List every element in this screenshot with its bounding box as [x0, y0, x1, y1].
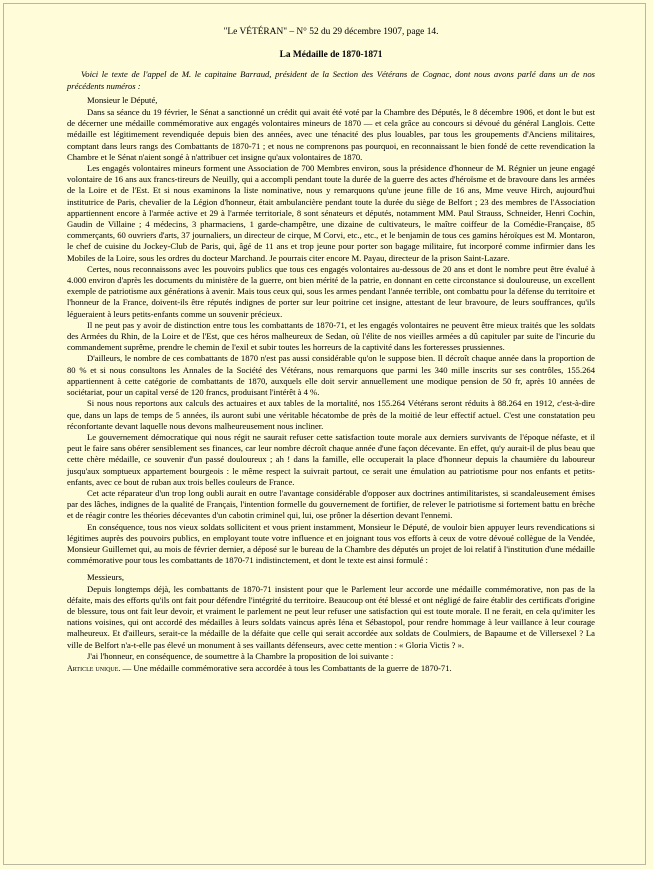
paragraph: D'ailleurs, le nombre de ces combattants de 1870 n'est pas aussi considérable qu'on le suppose bien. Il décroît chaque année dans la proportion de 80 % et si nous consultons les Annales de la Société des Vétérans, nous remarquons que parmi les 340 mille inscrits sur ses contrôles, 155.264 appartiennent à cette catégorie de combattants de 1870, auxquels elle doit servir annuellement une modique pension de 50 fr, après 10 années de sociétariat, pour un capital versé de 120 francs, produisant l'intérêt à 4 %.: [67, 353, 595, 398]
article-title: La Médaille de 1870-1871: [279, 50, 383, 61]
paragraph: Cet acte réparateur d'un trop long oubli aurait en outre l'avantage considérable d'opposer aux doctrines antimilitaristes, si scandaleusement émises par des lâches, indignes de la qualité de Français, l'intention formelle du gouvernement de fortifier, de relever le patriotisme si fortement battu en brèche et de réagir contre les théories décevantes d'un cabotin criminel qui, lui, ose prôner la désertion devant l'ennemi.: [67, 487, 595, 521]
intro-text: Voici le texte de l'appel de M. le capitaine Barraud, président de la Section des Vétérans de Cognac, dont nous avons parlé dans un de nos précédents numéros :: [67, 69, 595, 91]
page: [3, 3, 646, 865]
salutation: Monsieur le Député,: [87, 94, 158, 105]
article-unique: [67, 663, 595, 674]
document-body: [67, 12, 595, 674]
salutation-messieurs: Messieurs,: [87, 572, 124, 583]
article-label: Article unique.: [67, 663, 121, 673]
article-text: — Une médaille commémorative sera accordée à tous les Combattants de la guerre de 1870-71.: [120, 662, 452, 673]
paragraph: Il ne peut pas y avoir de distinction entre tous les combattants de 1870-71, et les engagés volontaires ne peuvent être mieux traités que les soldats des Armées du Rhin, de la Loire et de l'Est, que ces héros malheureux de Sedan, où l'élite de nos vieilles armées a dû capituler par suite de l'incurie du commandement suprême, prendre le chemin de l'exil et subir toutes les horreurs de la captivité dans les forteresses prussiennes.: [67, 319, 595, 353]
paragraph: Le gouvernement démocratique qui nous régit ne saurait refuser cette satisfaction toute morale aux derniers survivants de l'époque néfaste, et il peut le faire sans obérer sensiblement ses finances, car leur nombre décroît chaque année d'une façon décevante. En effet, qu'y aurait-il de plus beau que cette chère médaille, ce souvenir d'un passé douloureux ; ah ! dans la famille, elle occuperait la place d'honneur depuis la chaumière du laboureur jusqu'aux somptueux appartement bourgeois : le même respect la suivrait partout, ce serait une émulation au patriotisme pour nos enfants et petits-enfants, avec ce bout de ruban aux trois belles couleurs de France.: [67, 431, 595, 487]
paragraph: Si nous nous reportons aux calculs des actuaires et aux tables de la mortalité, nos 155.264 Vétérans seront réduits à 88.264 en 1912, c'est-à-dire que, dans un laps de temps de 5 années, ils auront subi une véritable hécatombe de près de la moitié de leur effectif actuel. C'est une constatation peu réconfortante devant laquelle nous devons malheureusement nous incliner.: [67, 398, 595, 431]
law-paragraph: Depuis longtemps déjà, les combattants de 1870-71 insistent pour que le Parlement leur accorde une médaille commémorative, non pas de la défaite, mais des efforts qu'ils ont fait pour défendre l'intégrité du territoire. Beaucoup ont été blessé et ont négligé de faire établir des certificats d'origine de blessure, tous ont fait leur devoir, et vraiment le parlement ne peut leur refuser une satisfaction qui est toute morale. Il ne ferait, en cela qu'imiter les nations voisines, qui ont accordé des médailles à leurs soldats vaincus après Iéna et Sébastopol, pour rendre hommage à leur vaillance à leur courage malheureux. Et d'ailleurs, serait-ce la médaille de la défaite que celle qui serait accordée aux soldats de Coulmiers, de Bapaume et de Villersexel ? La ville de Belfort n'a-t-elle pas élevé un monument à ses vaillants défenseurs, avec cette mention : « Gloria Victis ? ».: [67, 583, 595, 650]
document-header: "Le VÉTÉRAN" – N° 52 du 29 décembre 1907, page 14.: [223, 27, 439, 37]
closing-line: J'ai l'honneur, en conséquence, de soumettre à la Chambre la proposition de loi suivante :: [87, 650, 394, 661]
paragraph: En conséquence, tous nos vieux soldats sollicitent et vous prient instamment, Monsieur le Député, de vouloir bien appuyer leurs revendications si légitimes auprès des pouvoirs publics, en employant toute votre influence et en joignant tous vos efforts à ceux de votre dévoué collègue de la Vendée, Monsieur Guillemet qui, au mois de février dernier, a déposé sur le bureau de la Chambre des députés un projet de loi relatif à l'institution d'une médaille commémorative pour tous les combattants de 1870-71 indistinctement, et dont le texte est ainsi formulé :: [67, 521, 595, 566]
paragraph: Les engagés volontaires mineurs forment une Association de 700 Membres environ, sous la présidence d'honneur de M. Régnier un jeune engagé volontaire de 16 ans aux francs-tireurs de Neuilly, qui a accompli pendant toute la durée de la guerre des actes d'héroïsme et de bravoure dans les armées de la Loire et de l'Est. Et si nous examinons la liste nominative, nous y remarquons qu'une jeune fille de 16 ans, Mme veuve Hirch, aujourd'hui institutrice de Paris, chevalier de la Légion d'honneur, était ambulancière pendant toute la durée du siège de Belfort ; 23 des membres de l'Association appartiennent encore à l'armée active et 29 à l'armée territoriale, 8 sont sénateurs et députés, notamment MM. Paul Strauss, Schneider, Henri Cochin, Gaudin de Villaine ; 4 médecins, 3 pharmaciens, 1 garde-champêtre, une dizaine de cultivateurs, le maître coiffeur de la Comédie-Française, 85 commerçants, 60 ouvriers d'arts, 37 journaliers, un directeur de cirque, M Corvi, etc., etc., et le benjamin de tous ces gamins héroïques est M. Montaron, le chef de cuisine du Jockey-Club de Paris, qui, âgé de 11 ans et trop jeune pour porter son bagage militaire, fut incorporé comme infirmier dans les Mobiles de la Loire, sous les ordres du docteur Marchand. Je pourrais citer encore M. Payau, directeur de la prison Saint-Lazare.: [67, 163, 595, 263]
paragraph: Certes, nous reconnaissons avec les pouvoirs publics que tous ces engagés volontaires au-dessous de 20 ans et dont le nombre peut être évalué à 4.000 environ d'après les documents du ministère de la guerre, ont bien mérité de la patrie, en donnant en cette circonstance si douloureuse, un excellent exemple de patriotisme aux générations à avenir. Mais tous ceux qui, sous les armes pendant l'année terrible, ont combattu pour la défense du territoire et l'honneur de la France, doivent-ils être réputés indignes de porter sur leur poitrine cet insigne, attestant de leur bravoure, de leurs souffrances, qu'ils légueraient à leurs petits-enfants comme un souvenir précieux.: [67, 263, 595, 319]
paragraph: Dans sa séance du 19 février, le Sénat a sanctionné un crédit qui avait été voté par la Chambre des Députés, le 8 décembre 1906, et dont le but est de décerner une médaille commémorative aux engagés volontaires mineurs de 1870 — et cela grâce au concours si dévoué du général Langlois. Cette médaille est légitimement revendiquée depuis bien des années, avec une ténacité des plus louables, par tous les groupements d'Anciens militaires, comptant dans leurs rangs des Combattants de 1870-71 ; et nous ne comprenons pas pourquoi, en reconnaissant le bien fondé de cette revendication la Chambre et le Sénat n'aient songé à n'attribuer cet insigne qu'aux volontaires de 1870.: [67, 107, 595, 162]
